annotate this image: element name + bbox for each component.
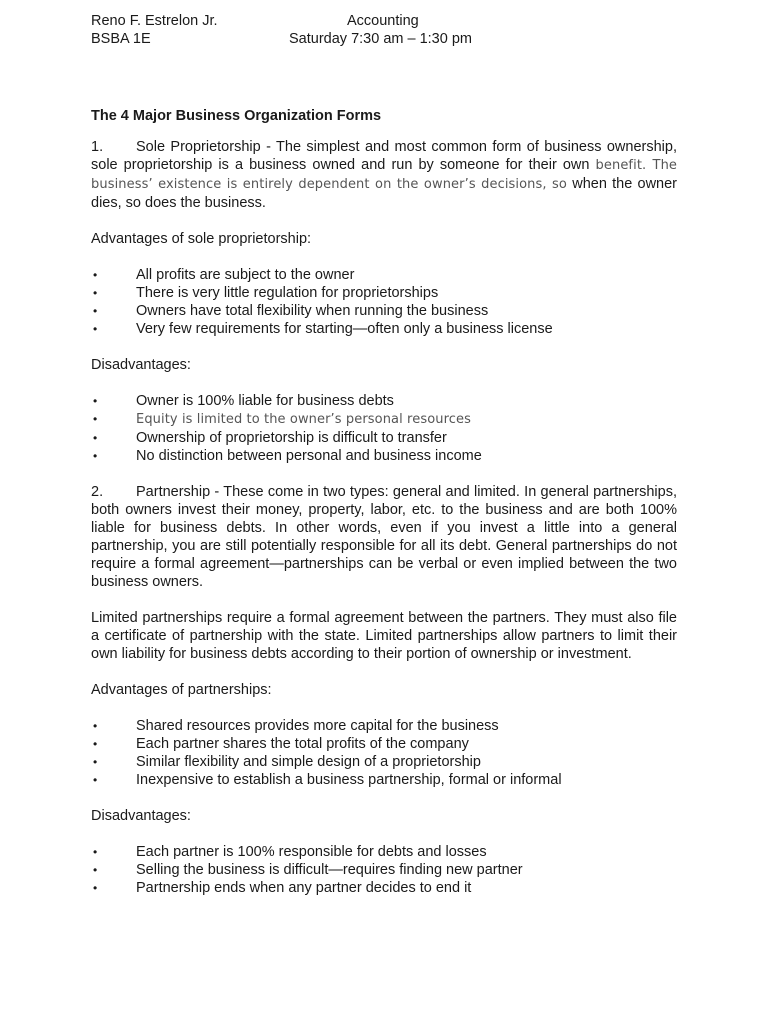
bullet-icon: • <box>93 773 98 787</box>
section1-text-light: benefit. The business’ existence is entirely dependent on the owner’s decisions, so <box>91 158 678 192</box>
bullet-icon: • <box>93 431 98 445</box>
list-item: • Shared resources provides more capital for the business <box>93 718 499 734</box>
list-item: • Equity is limited to the owner’s personal resources <box>93 412 471 427</box>
bullet-icon: • <box>93 286 98 300</box>
section2-paragraph <box>91 483 677 591</box>
document-title: The 4 Major Business Organization Forms <box>91 108 382 124</box>
section1-disadvantages-list <box>91 392 677 465</box>
list-item: • Similar flexibility and simple design of a proprietorship <box>93 754 481 770</box>
student-course: BSBA 1E <box>91 31 151 47</box>
bullet-icon: • <box>93 755 98 769</box>
list-item: • No distinction between personal and business income <box>93 448 482 464</box>
list-item: • Ownership of proprietorship is difficult to transfer <box>93 430 447 446</box>
bullet-icon: • <box>93 719 98 733</box>
list-item: • Owner is 100% liable for business debts <box>93 393 394 409</box>
section2-number: 2. <box>91 484 104 500</box>
bullet-icon: • <box>93 304 98 318</box>
section1-advantages-list <box>91 266 677 338</box>
list-item: • Partnership ends when any partner decides to end it <box>93 880 472 896</box>
document-body <box>91 107 677 897</box>
section2-advantages-list <box>91 717 677 789</box>
bullet-icon: • <box>93 394 98 408</box>
section1-text-main: Sole Proprietorship - The simplest and most common form of business ownership, sole proprietorship is a business owned and run by someone for their own <box>91 139 677 173</box>
list-item: • Owners have total flexibility when running the business <box>93 303 489 319</box>
section2-disadvantages-list <box>91 843 677 897</box>
bullet-icon: • <box>93 845 98 859</box>
bullet-icon: • <box>93 412 98 426</box>
list-item: • Each partner is 100% responsible for debts and losses <box>93 844 487 860</box>
bullet-icon: • <box>93 268 98 282</box>
section2-disadv-heading: Disadvantages: <box>91 808 191 824</box>
schedule: Saturday 7:30 am – 1:30 pm <box>289 31 472 47</box>
section1-text-end: when the owner dies, so does the business. <box>91 176 677 211</box>
section1-paragraph <box>91 138 677 212</box>
section2-adv-heading: Advantages of partnerships: <box>91 682 272 698</box>
bullet-icon: • <box>93 881 98 895</box>
list-item: • There is very little regulation for proprietorships <box>93 285 439 301</box>
section1-adv-heading: Advantages of sole proprietorship: <box>91 231 312 247</box>
bullet-icon: • <box>93 322 98 336</box>
list-item: • Selling the business is difficult—requires finding new partner <box>93 862 523 878</box>
subject: Accounting <box>347 13 419 29</box>
bullet-icon: • <box>93 449 98 463</box>
section2-text: Partnership - These come in two types: general and limited. In general partnerships, both owners invest their money, property, labor, etc. to the business and are both 100% liable for business debts. In other words, even if you invest a little into a general partnership, you are still potentially responsible for all its debt. General partnerships do not require a formal agreement—partnerships can be verbal or even implied between the two business owners. <box>91 484 677 590</box>
section1-disadv-heading: Disadvantages: <box>91 357 191 373</box>
bullet-icon: • <box>93 737 98 751</box>
list-item: • Very few requirements for starting—often only a business license <box>93 321 553 337</box>
limited-partnership-paragraph: Limited partnerships require a formal agreement between the partners. They must also file a certificate of partnership with the state. Limited partnerships allow partners to limit their own liability for business debts according to their portion of ownership or investment. <box>91 610 677 662</box>
section1-number: 1. <box>91 139 104 155</box>
bullet-icon: • <box>93 863 98 877</box>
list-item: • Inexpensive to establish a business partnership, formal or informal <box>93 772 562 788</box>
list-item: • All profits are subject to the owner <box>93 267 355 283</box>
list-item: • Each partner shares the total profits of the company <box>93 736 469 752</box>
document-header <box>91 12 691 52</box>
student-name: Reno F. Estrelon Jr. <box>91 13 218 29</box>
